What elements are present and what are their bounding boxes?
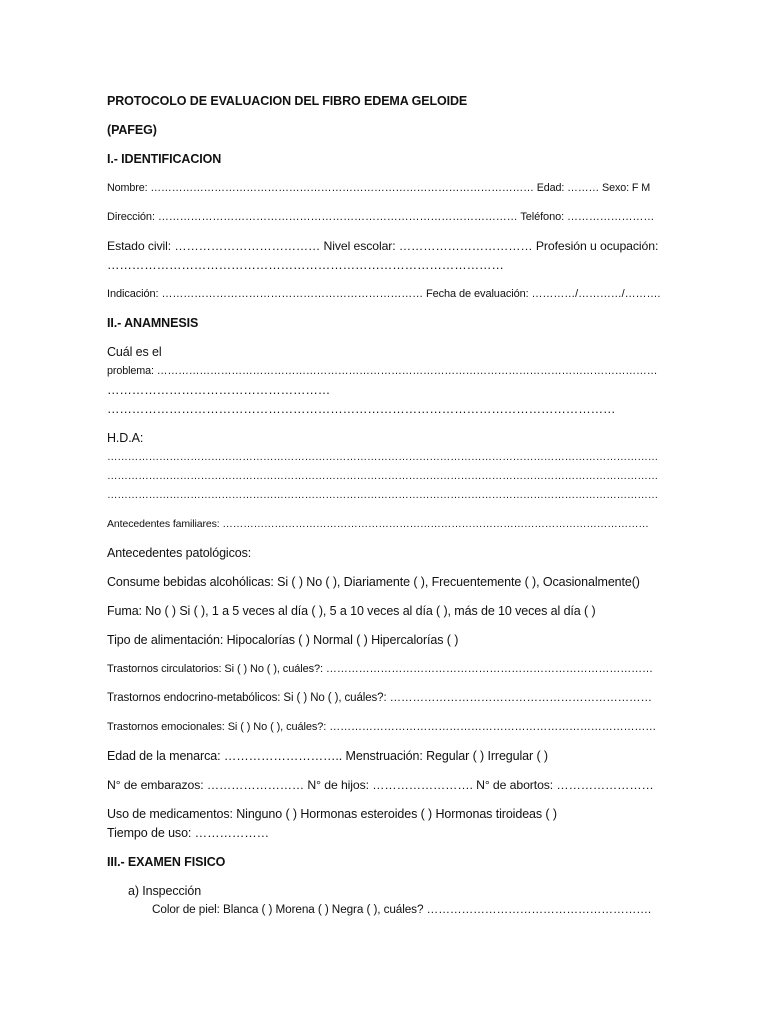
field-embarazos: N° de embarazos: …………………… N° de hijos: ……………………. N° de abortos: …………………… bbox=[107, 778, 654, 792]
field-tipo-alimentacion: Tipo de alimentación: Hipocalorías ( ) Normal ( ) Hipercalorías ( ) bbox=[107, 633, 459, 647]
field-problema-label: Cuál es el bbox=[107, 345, 162, 359]
field-indicacion: Indicación: ……………………………………………………………… Fecha de evaluación: …………/…………/………. bbox=[107, 288, 661, 300]
section-identificacion-heading: I.- IDENTIFICACION bbox=[107, 152, 222, 166]
field-trastornos-endocrino: Trastornos endocrino-metabólicos: Si ( ) No ( ), cuáles?: …………………………………………………………… bbox=[107, 692, 652, 704]
document-title: PROTOCOLO DE EVALUACION DEL FIBRO EDEMA GELOIDE bbox=[107, 94, 468, 108]
field-hda-label: H.D.A: bbox=[107, 431, 144, 445]
field-problema-line: …………………………………………………………………………………………………………… bbox=[107, 402, 616, 416]
field-profesion-line: …………………………………………………………………………………… bbox=[107, 258, 504, 272]
field-direccion: Dirección: ……………………………………………………………………………………… Teléfono: …………………… bbox=[107, 211, 655, 223]
field-hda-line: …………………………………………………………………………………………………………………………………………… bbox=[107, 489, 659, 501]
field-tiempo-uso: Tiempo de uso: ……………… bbox=[107, 826, 270, 840]
field-menarca: Edad de la menarca: ……………………….. Menstruación: Regular ( ) Irregular ( ) bbox=[107, 749, 548, 763]
field-trastornos-emocionales: Trastornos emocionales: Si ( ) No ( ), cuáles?: ……………………………………………………………………………… bbox=[107, 721, 657, 733]
section-examen-fisico-heading: III.- EXAMEN FISICO bbox=[107, 855, 226, 869]
field-hda-line: …………………………………………………………………………………………………………………………………………… bbox=[107, 470, 659, 482]
field-hda-line: …………………………………………………………………………………………………………………………………………… bbox=[107, 451, 659, 463]
field-inspeccion: a) Inspección bbox=[128, 884, 202, 898]
field-fuma: Fuma: No ( ) Si ( ), 1 a 5 veces al día ( ), 5 a 10 veces al día ( ), más de 10 veces al día ( ) bbox=[107, 604, 596, 618]
field-estado-civil: Estado civil: ……………………………… Nivel escolar: …………………………… Profesión u ocupación: bbox=[107, 239, 659, 253]
section-anamnesis-heading: II.- ANAMNESIS bbox=[107, 316, 199, 330]
field-bebidas-alcoholicas: Consume bebidas alcohólicas: Si ( ) No ( ), Diariamente ( ), Frecuentemente ( ), Ocasionalmente() bbox=[107, 575, 640, 589]
field-nombre: Nombre: ……………………………………………………………………………………………… Edad: ……… Sexo: F M bbox=[107, 182, 651, 194]
document-acronym: (PAFEG) bbox=[107, 123, 157, 137]
field-trastornos-circulatorios: Trastornos circulatorios: Si ( ) No ( ), cuáles?: ……………………………………………………………………………… bbox=[107, 663, 653, 675]
field-problema-line: problema: …………………………………………………………………………………………………………………………… bbox=[107, 365, 658, 377]
field-medicamentos: Uso de medicamentos: Ninguno ( ) Hormonas esteroides ( ) Hormonas tiroideas ( ) bbox=[107, 807, 557, 821]
field-problema-line: ……………………………………………… bbox=[107, 383, 331, 397]
field-antecedentes-patologicos: Antecedentes patológicos: bbox=[107, 546, 252, 560]
field-color-piel: Color de piel: Blanca ( ) Morena ( ) Negra ( ), cuáles? …………………………………………………. bbox=[152, 903, 652, 916]
field-antecedentes-familiares: Antecedentes familiares: …………………………………………………………………………………………………………… bbox=[107, 518, 649, 530]
